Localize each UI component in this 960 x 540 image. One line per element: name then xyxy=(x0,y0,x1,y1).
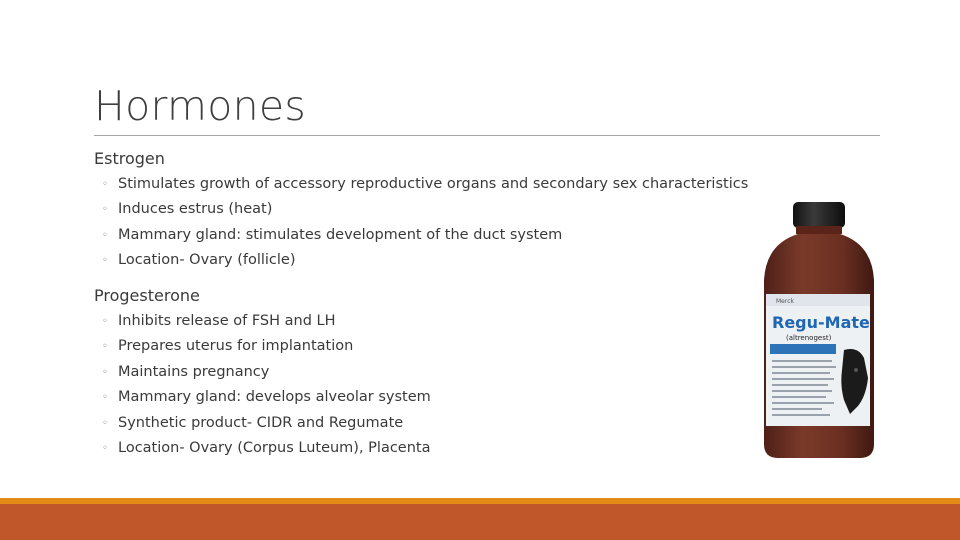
section-heading-progesterone: Progesterone xyxy=(94,286,200,305)
list-item xyxy=(102,360,431,385)
bullet-marker: ◦ xyxy=(102,392,108,404)
bullet-marker: ◦ xyxy=(102,417,108,429)
bullet-text: Location- Ovary (Corpus Luteum), Placenta xyxy=(118,439,431,456)
regumate-bottle-image xyxy=(760,200,878,460)
bullet-text: Mammary gland: stimulates development of the duct system xyxy=(118,226,563,243)
bullet-marker: ◦ xyxy=(102,316,108,327)
slide-title: Hormones xyxy=(94,82,307,130)
bullet-marker: ◦ xyxy=(102,366,108,378)
list-item xyxy=(102,223,748,248)
progesterone-bullet-list xyxy=(102,309,431,461)
bullet-text: Maintains pregnancy xyxy=(118,363,270,380)
list-item xyxy=(102,172,748,197)
estrogen-bullet-list xyxy=(102,172,748,274)
bullet-marker: ◦ xyxy=(102,204,108,216)
list-item xyxy=(102,385,431,410)
list-item xyxy=(102,248,748,273)
bullet-marker: ◦ xyxy=(102,229,108,241)
list-item xyxy=(102,197,748,222)
bullet-text: Stimulates growth of accessory reproductive organs and secondary sex characteristics xyxy=(118,176,749,192)
bullet-marker: ◦ xyxy=(102,341,108,353)
section-heading-estrogen: Estrogen xyxy=(94,149,165,168)
bullet-text: Location- Ovary (follicle) xyxy=(118,252,296,269)
bullet-text: Synthetic product- CIDR and Regumate xyxy=(118,414,404,431)
list-item xyxy=(102,411,431,436)
title-divider xyxy=(94,135,880,136)
bullet-marker: ◦ xyxy=(102,179,108,190)
bullet-marker: ◦ xyxy=(102,255,108,267)
bottle-maker-text: Merck xyxy=(776,298,794,305)
bullet-text: Prepares uterus for implantation xyxy=(118,338,354,355)
list-item xyxy=(102,436,431,461)
bottle-brand-text: Regu-Mate xyxy=(772,313,870,332)
bullet-text: Inhibits release of FSH and LH xyxy=(118,313,336,329)
list-item xyxy=(102,334,431,359)
bullet-marker: ◦ xyxy=(102,442,108,454)
footer-bar xyxy=(0,504,960,540)
bullet-text: Induces estrus (heat) xyxy=(118,201,273,218)
bullet-text: Mammary gland: develops alveolar system xyxy=(118,389,431,406)
list-item xyxy=(102,309,431,334)
bottle-sublabel-text: (altrenogest) xyxy=(786,334,832,342)
